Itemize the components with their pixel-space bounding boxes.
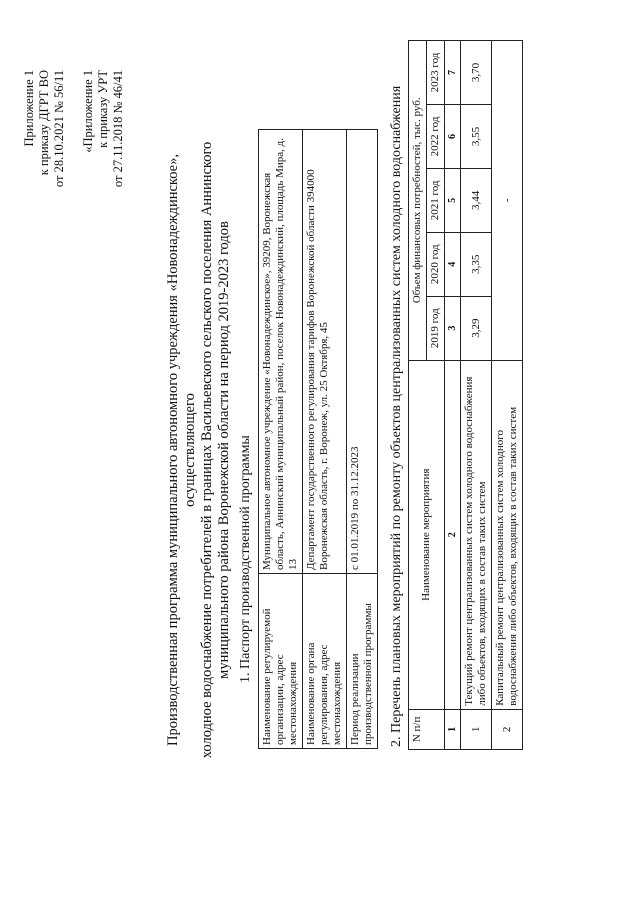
title-line: муниципального района Воронежской области на период 2019-2023 годов — [216, 221, 232, 679]
table-row — [259, 130, 303, 749]
header-measure-name: Наименование мероприятия — [409, 360, 445, 709]
table-header-row — [409, 41, 427, 750]
cost-value: 3,55 — [461, 105, 492, 169]
measure-name: Текущий ремонт централизованных систем холодного водоснабжения либо объектов, входящих в состав таких систем — [461, 360, 492, 709]
row-number: 2 — [492, 709, 523, 749]
header-year: 2021 год — [427, 168, 445, 232]
header-financial-volume: Объем финансовых потребностей, тыс. руб. — [409, 41, 427, 361]
column-index: 7 — [445, 41, 461, 105]
header-year: 2023 год — [427, 41, 445, 105]
annex-line: от 27.11.2018 № 46/41 — [111, 70, 125, 188]
column-index: 6 — [445, 105, 461, 169]
measure-name: Капитальный ремонт централизованных систем холодного водоснабжения либо объектов, входящих в состав таких систем — [492, 360, 523, 709]
column-index: 5 — [445, 168, 461, 232]
title-line: холодное водоснабжение потребителей в границах Васильевского сельского поселения Аннинского — [199, 141, 215, 759]
header-year: 2022 год — [427, 105, 445, 169]
section1-heading: 1. Паспорт производственной программы — [238, 435, 253, 683]
passport-table — [258, 129, 378, 749]
table-row — [492, 41, 523, 750]
cost-value: 3,70 — [461, 41, 492, 105]
passport-value: Муниципальное автономное учреждение «Новонадеждинское», 39209, Воронежская область, Аннинский муниципальный район, поселок Новонадеждинский, площадь Мира, д. 13 — [259, 130, 303, 574]
passport-label: Наименование органа регулирования, адрес местонахождения — [303, 574, 347, 749]
column-index: 1 — [445, 709, 461, 749]
cost-value: 3,29 — [461, 296, 492, 360]
passport-value: с 01.01.2019 по 31.12.2023 — [347, 130, 378, 574]
title-line: Производственная программа муниципального автономного учреждения «Новонадеждинское», осуществляющего — [165, 154, 198, 746]
section2-heading: 2. Перечень плановых мероприятий по ремонту объектов централизованных систем холодного водоснабжения — [389, 85, 404, 747]
annex-line: «Приложение 1 — [81, 70, 95, 153]
row-number: 1 — [461, 709, 492, 749]
table-row — [303, 130, 347, 749]
passport-label: Период реализации производственной программы — [347, 574, 378, 749]
passport-label: Наименование регулируемой организации, адрес местонахождения — [259, 574, 303, 749]
header-year: 2019 год — [427, 296, 445, 360]
annex-line: Приложение 1 — [22, 70, 36, 147]
cost-value: 3,35 — [461, 232, 492, 296]
column-index: 3 — [445, 296, 461, 360]
header-number: N п/п — [409, 709, 445, 749]
document-title — [165, 105, 233, 795]
measures-table — [408, 40, 523, 750]
column-index: 2 — [445, 360, 461, 709]
column-index-row — [445, 41, 461, 750]
table-row — [461, 41, 492, 750]
header-year: 2020 год — [427, 232, 445, 296]
table-row — [347, 130, 378, 749]
annex-line: к приказу ДГРТ ВО — [37, 70, 51, 176]
annex-line: от 28.10.2021 № 56/11 — [52, 70, 66, 188]
cost-value: 3,44 — [461, 168, 492, 232]
passport-value: Департамент государственного регулирования тарифов Воронежской области 394000 Воронежская область, г. Воронеж, ул. 25 Октября, 45 — [303, 130, 347, 574]
cost-value-merged: - — [492, 41, 523, 361]
column-index: 4 — [445, 232, 461, 296]
annex-line: к приказу УРТ — [96, 70, 110, 148]
annex-reference — [22, 70, 126, 187]
